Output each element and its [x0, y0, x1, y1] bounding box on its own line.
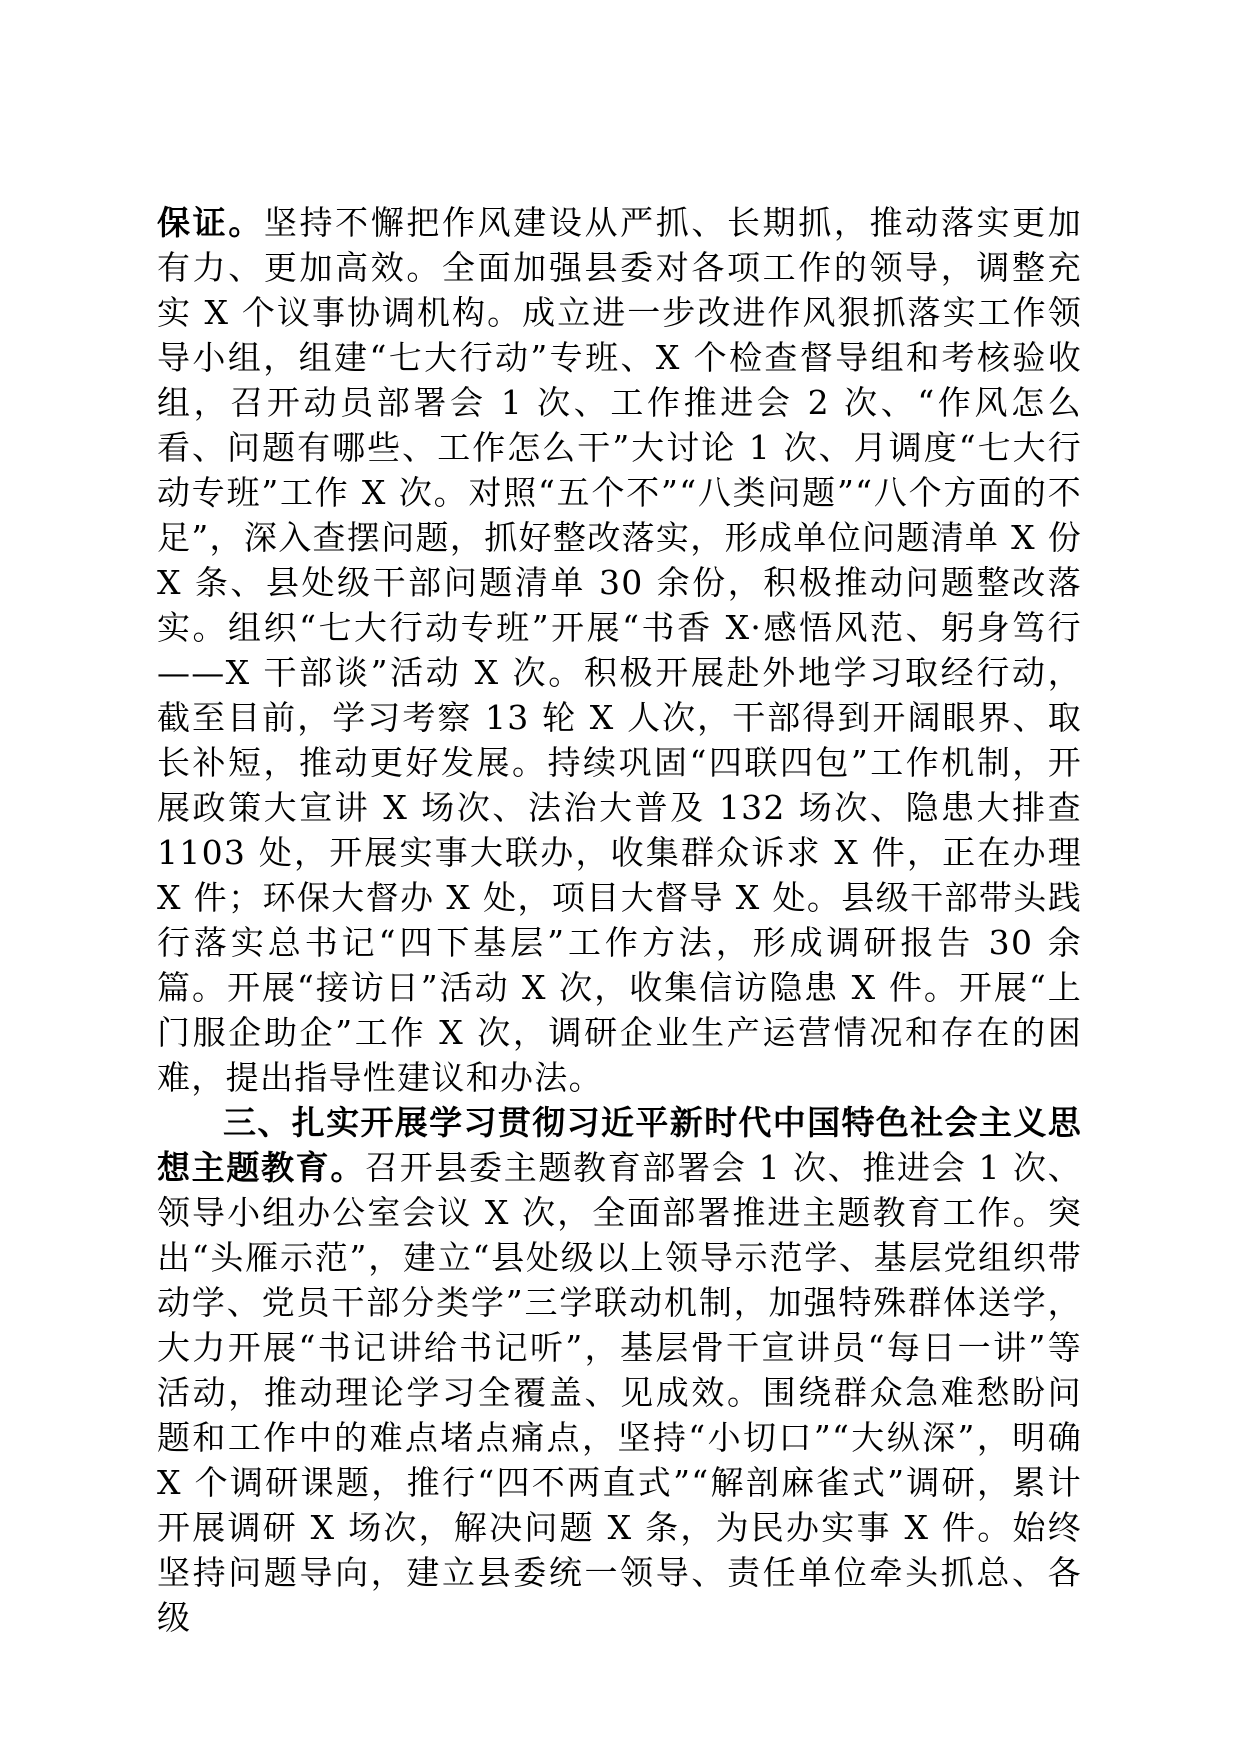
- paragraph-text: 坚持不懈把作风建设从严抓、长期抓，推动落实更加有力、更加高效。全面加强县委对各项工作的领导，调整充实 X 个议事协调机构。成立进一步改进作风狠抓落实工作领导小组，组建“七大行动”专班、X 个检查督导组和考核验收组，召开动员部署会 1 次、工作推进会 2 次、“作风怎么看、问题有哪些、工作怎么干”大讨论 1 次、月调度“七大行动专班”工作 X 次。对照“五个不”“八类问题”“八个方面的不足”，深入查摆问题，抓好整改落实，形成单位问题清单 X 份 X 条、县处级干部问题清单 30 余份，积极推动问题整改落实。组织“七大行动专班”开展“书香 X·感悟风范、躬身笃行——X 干部谈”活动 X 次。积极开展赴外地学习取经行动，截至目前，学习考察 13 轮 X 人次，干部得到开阔眼界、取长补短，推动更好发展。持续巩固“四联四包”工作机制，开展政策大宣讲 X 场次、法治大普及 132 场次、隐患大排查 1103 处，开展实事大联办，收集群众诉求 X 件，正在办理 X 件；环保大督办 X 处，项目大督导 X 处。县级干部带头践行落实总书记“四下基层”工作方法，形成调研报告 30 余篇。开展“接访日”活动 X 次，收集信访隐患 X 件。开展“上门服企助企”工作 X 次，调研企业生产运营情况和存在的困难，提出指导性建议和办法。: [157, 203, 1082, 1097]
- paragraph-lead-bold: 保证。: [157, 203, 264, 242]
- paragraph-section-three: [157, 1100, 1082, 1640]
- document-body: [157, 200, 1082, 1640]
- paragraph-continuation: [157, 200, 1082, 1100]
- section-heading-bold: 三、扎实开展学习贯彻习近平新时代中国特色社会主义思想主题教育。: [157, 1103, 1082, 1187]
- paragraph-text: 召开县委主题教育部署会 1 次、推进会 1 次、领导小组办公室会议 X 次，全面部署推进主题教育工作。突出“头雁示范”，建立“县处级以上领导示范学、基层党组织带动学、党员干部分类学”三学联动机制，加强特殊群体送学，大力开展“书记讲给书记听”，基层骨干宣讲员“每日一讲”等活动，推动理论学习全覆盖、见成效。围绕群众急难愁盼问题和工作中的难点堵点痛点，坚持“小切口”“大纵深”，明确 X 个调研课题，推行“四不两直式”“解剖麻雀式”调研，累计开展调研 X 场次，解决问题 X 条，为民办实事 X 件。始终坚持问题导向，建立县委统一领导、责任单位牵头抓总、各级: [157, 1148, 1082, 1637]
